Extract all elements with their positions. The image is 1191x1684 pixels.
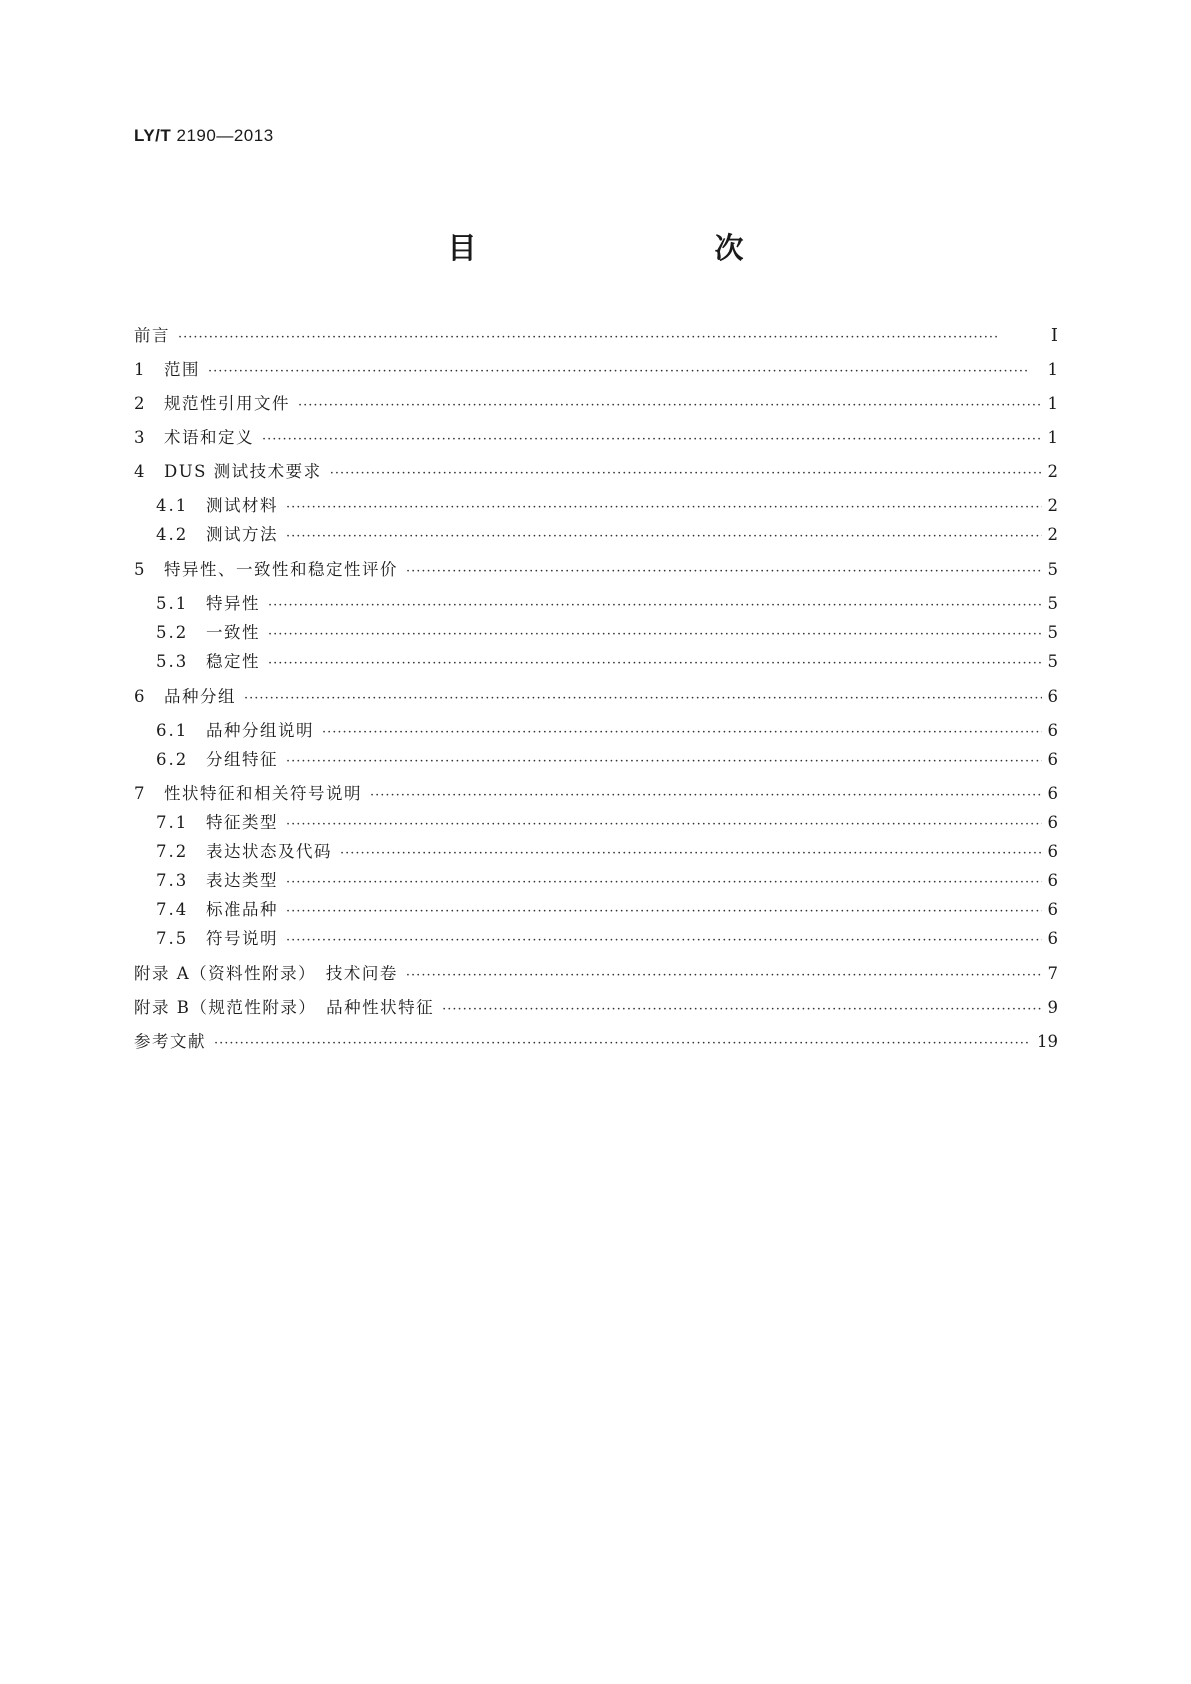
- toc-leader-dots: [286, 496, 1042, 518]
- toc-leader-dots: [262, 428, 1042, 450]
- document-code-number: 2190—2013: [176, 126, 274, 145]
- toc-entry-label: 附录 A（资料性附录） 技术问卷: [134, 964, 398, 983]
- toc-leader-dots: [298, 394, 1042, 416]
- toc-entry[interactable]: [134, 750, 1058, 772]
- toc-entry-label: 测试材料: [206, 496, 278, 515]
- toc-leader-dots: [286, 813, 1042, 835]
- toc-entry-number: 4: [134, 462, 147, 481]
- toc-page-number: 6: [1047, 871, 1058, 890]
- toc-page-number: 6: [1047, 721, 1058, 740]
- toc-page-number: Ⅰ: [1050, 325, 1058, 346]
- toc-entry-label: 附录 B（规范性附录） 品种性状特征: [134, 998, 435, 1017]
- toc-entry-number: 6.1: [156, 721, 189, 740]
- toc-page-number: 6: [1047, 929, 1058, 948]
- toc-entry-label: 符号说明: [206, 929, 278, 948]
- toc-leader-dots: [286, 900, 1042, 922]
- toc-entry-label: 特异性、一致性和稳定性评价: [164, 560, 398, 579]
- toc-leader-dots: [268, 623, 1042, 645]
- toc-entry[interactable]: [134, 998, 1058, 1020]
- toc-entry[interactable]: [134, 594, 1058, 616]
- toc-leader-dots: [340, 842, 1042, 864]
- toc-leader-dots: [268, 652, 1042, 674]
- toc-page-number: 6: [1047, 784, 1058, 803]
- toc-leader-dots: [286, 929, 1042, 951]
- toc-leader-dots: [330, 462, 1042, 484]
- toc-page-number: 7: [1047, 964, 1058, 983]
- toc-entry[interactable]: [134, 964, 1058, 986]
- toc-entry-number: 2: [134, 394, 147, 413]
- toc-page-number: 6: [1047, 813, 1058, 832]
- toc-leader-dots: [208, 360, 1042, 382]
- toc-entry-number: 7.3: [156, 871, 189, 890]
- toc-page-number: 6: [1047, 842, 1058, 861]
- toc-entry-number: 7.2: [156, 842, 189, 861]
- toc-entry[interactable]: [134, 871, 1058, 893]
- toc-entry[interactable]: [134, 394, 1058, 416]
- toc-entry[interactable]: [134, 428, 1058, 450]
- document-code-prefix: LY/T: [134, 126, 172, 145]
- toc-leader-dots: [286, 750, 1042, 772]
- toc-entry[interactable]: [134, 721, 1058, 743]
- toc-entry-number: 4.2: [156, 525, 189, 544]
- toc-leader-dots: [370, 784, 1042, 806]
- toc-entry-number: 7: [134, 784, 147, 803]
- toc-entry-label: 规范性引用文件: [164, 394, 290, 413]
- toc-entry-number: 6: [134, 687, 147, 706]
- toc-entry[interactable]: [134, 929, 1058, 951]
- toc-page-number: 2: [1047, 496, 1058, 515]
- toc-page-number: 1: [1047, 360, 1058, 379]
- toc-entry-number: 3: [134, 428, 147, 447]
- toc-entry[interactable]: [134, 813, 1058, 835]
- toc-entry-label: 特异性: [206, 594, 260, 613]
- toc-entry-label: 范围: [164, 360, 200, 379]
- toc-entry-number: 6.2: [156, 750, 189, 769]
- toc-entry[interactable]: [134, 1032, 1058, 1054]
- page-title: 目 次: [447, 231, 804, 265]
- toc-entry[interactable]: [134, 462, 1058, 484]
- toc-leader-dots: [178, 326, 1042, 348]
- toc-leader-dots: [286, 871, 1042, 893]
- toc-entry[interactable]: [134, 560, 1058, 582]
- toc-page-number: 5: [1047, 623, 1058, 642]
- toc-entry[interactable]: [134, 687, 1058, 709]
- toc-entry-number: 7.5: [156, 929, 189, 948]
- toc-leader-dots: [244, 687, 1042, 709]
- toc-entry[interactable]: [134, 623, 1058, 645]
- toc-entry[interactable]: [134, 842, 1058, 864]
- toc-leader-dots: [442, 998, 1041, 1020]
- toc-entry-number: 1: [134, 360, 147, 379]
- toc-page-number: 1: [1047, 394, 1058, 413]
- toc-entry[interactable]: [134, 360, 1058, 382]
- toc-entry-label: 特征类型: [206, 813, 278, 832]
- toc-entry-number: 4.1: [156, 496, 189, 515]
- toc-entry[interactable]: [134, 525, 1058, 547]
- toc-entry-label: 前言: [134, 326, 170, 345]
- toc-leader-dots: [406, 964, 1042, 986]
- toc-entry-label: DUS 测试技术要求: [164, 462, 322, 481]
- toc-entry-label: 参考文献: [134, 1032, 206, 1051]
- toc-leader-dots: [214, 1032, 1031, 1054]
- toc-page-number: 5: [1047, 652, 1058, 671]
- document-code: [134, 126, 274, 146]
- toc-page-number: 19: [1037, 1032, 1058, 1051]
- toc-entry-label: 术语和定义: [164, 428, 254, 447]
- toc-page-number: 5: [1047, 594, 1058, 613]
- toc-entry[interactable]: [134, 784, 1058, 806]
- toc-entry-label: 分组特征: [206, 750, 278, 769]
- toc-entry-label: 一致性: [206, 623, 260, 642]
- toc-entry-label: 表达类型: [206, 871, 278, 890]
- toc-page-number: 6: [1047, 750, 1058, 769]
- toc-entry-label: 品种分组说明: [206, 721, 314, 740]
- toc-entry-number: 7.1: [156, 813, 189, 832]
- toc-entry-number: 5.1: [156, 594, 189, 613]
- toc-leader-dots: [322, 721, 1042, 743]
- toc-page-number: 6: [1047, 900, 1058, 919]
- toc-entry-label: 测试方法: [206, 525, 278, 544]
- toc-page-number: 5: [1047, 560, 1058, 579]
- toc-entry-label: 性状特征和相关符号说明: [164, 784, 362, 803]
- toc-entry[interactable]: [134, 496, 1058, 518]
- toc-leader-dots: [268, 594, 1042, 616]
- toc-page-number: 2: [1047, 525, 1058, 544]
- toc-entry-number: 5: [134, 560, 147, 579]
- toc-entry[interactable]: [134, 900, 1058, 922]
- toc-entry-number: 5.3: [156, 652, 189, 671]
- toc-entry[interactable]: [134, 652, 1058, 674]
- toc-page-number: 9: [1047, 998, 1058, 1017]
- toc-entry[interactable]: [134, 326, 1058, 348]
- toc-leader-dots: [286, 525, 1042, 547]
- toc-entry-number: 7.4: [156, 900, 189, 919]
- toc-entry-label: 稳定性: [206, 652, 260, 671]
- toc-entry-label: 表达状态及代码: [206, 842, 332, 861]
- toc-entry-label: 标准品种: [206, 900, 278, 919]
- toc-entry-number: 5.2: [156, 623, 189, 642]
- toc-page-number: 1: [1047, 428, 1058, 447]
- toc-page-number: 2: [1047, 462, 1058, 481]
- toc-entry-label: 品种分组: [164, 687, 236, 706]
- toc-leader-dots: [406, 560, 1042, 582]
- toc-page-number: 6: [1047, 687, 1058, 706]
